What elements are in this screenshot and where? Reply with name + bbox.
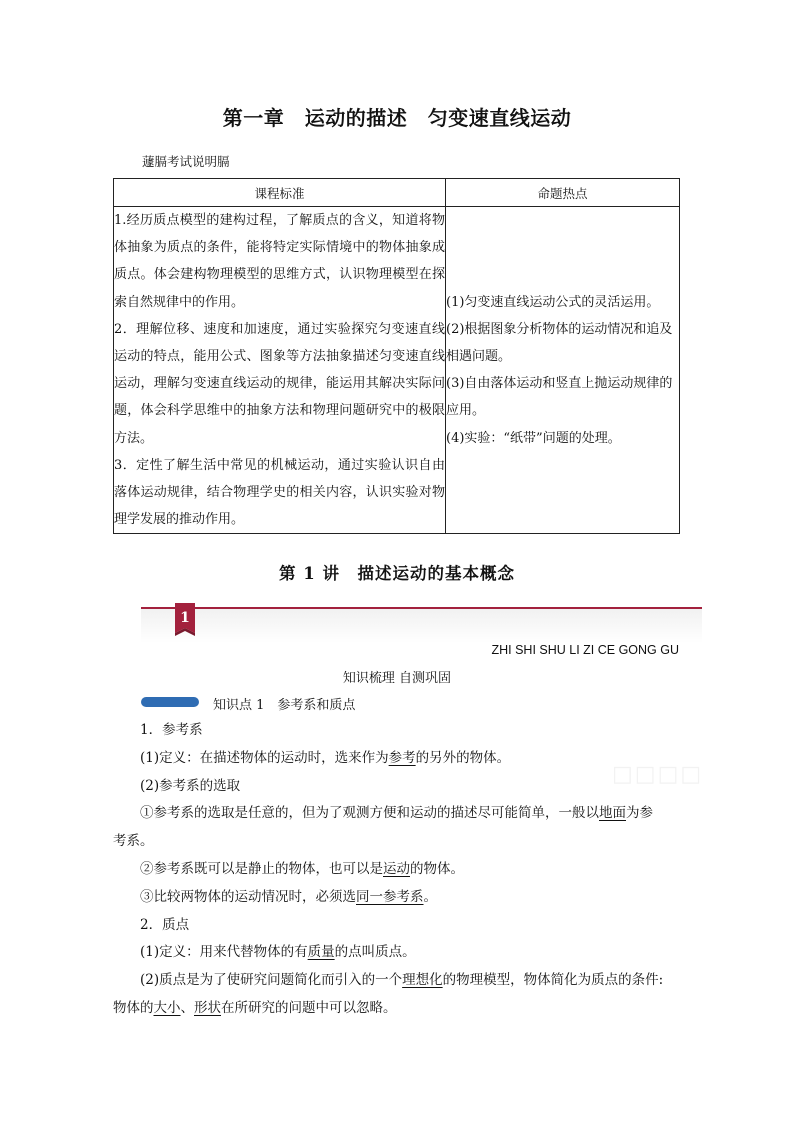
sub-heading: (2)参考系的选取 xyxy=(140,777,241,794)
standard-item: 3．定性了解生活中常见的机械运动，通过实验认识自由落体运动规律，结合物理学史的相关内容，认识实验对物理学发展的推动作用。 xyxy=(114,457,445,528)
header-curriculum-standard: 课程标准 xyxy=(114,179,446,207)
header-hot-topics: 命题热点 xyxy=(446,179,680,207)
paragraph: (1)定义：用来代替物体的有质量的点叫质点。 xyxy=(140,944,416,961)
answer-underline: 地面 xyxy=(599,805,626,822)
hot-topic-item: (4)实验：“纸带”问题的处理。 xyxy=(446,430,621,446)
chapter-title: 第一章 运动的描述 匀变速直线运动 xyxy=(222,106,572,130)
answer-underline: 同一参考系 xyxy=(356,888,424,905)
paragraph-continuation: 考系。 xyxy=(113,833,154,850)
section-banner-line xyxy=(141,607,702,609)
paragraph: (1)定义：在描述物体的运动时，选来作为参考的另外的物体。 xyxy=(140,749,511,766)
knowledge-point-marker xyxy=(141,697,199,707)
curriculum-table xyxy=(113,178,680,534)
watermark: □□□□ xyxy=(612,762,704,787)
standard-item: 2．理解位移、速度和加速度，通过实验探究匀变速直线运动的特点，能用公式、图象等方法抽象描述匀变速直线运动，理解匀变速直线运动的规律，能运用其解决实际问题，体会科学思维中的抽象方法和物理问题研究中的极限方法。 xyxy=(114,321,445,446)
paragraph: ③比较两物体的运动情况时，必须选同一参考系。 xyxy=(140,888,437,905)
lecture-title: 第 1 讲 描述运动的基本概念 xyxy=(279,564,515,583)
section-banner-shade xyxy=(141,609,702,643)
hot-topics-cell xyxy=(446,207,680,534)
answer-underline: 质量 xyxy=(307,944,335,961)
answer-underline: 参考 xyxy=(388,749,416,766)
section-number-badge xyxy=(173,603,197,639)
paragraph: ①参考系的选取是任意的，但为了观测方便和运动的描述尽可能简单，一般以地面为参 xyxy=(140,805,653,822)
paragraph: (2)质点是为了使研究问题简化而引入的一个理想化的物理模型，物体简化为质点的条件: xyxy=(140,972,664,989)
paragraph-continuation: 物体的大小、形状在所研究的问题中可以忽略。 xyxy=(113,999,397,1016)
hot-topic-item: (3)自由落体运动和竖直上抛运动规律的应用。 xyxy=(446,376,673,419)
standard-item: 1.经历质点模型的建构过程，了解质点的含义，知道将物体抽象为质点的条件，能将特定实际情境中的物体抽象成质点。体会建构物理模型的思维方式，认识物理模型在探索自然规律中的作用。 xyxy=(114,213,445,310)
table-row xyxy=(114,207,680,534)
hot-topic-item: (1)匀变速直线运动公式的灵活运用。 xyxy=(446,294,660,310)
paragraph: ②参考系既可以是静止的物体，也可以是运动的物体。 xyxy=(140,860,464,877)
answer-underline: 大小 xyxy=(153,999,181,1016)
answer-underline: 运动 xyxy=(383,860,410,877)
section-number: 1 xyxy=(180,610,190,626)
answer-underline: 形状 xyxy=(194,999,221,1016)
section-heading: 2．质点 xyxy=(140,916,190,933)
answer-underline: 理想化 xyxy=(402,972,443,989)
table-header-row xyxy=(114,179,680,207)
knowledge-content xyxy=(113,717,682,1023)
section-subtitle: 知识梳理 自测巩固 xyxy=(342,671,452,686)
knowledge-point-title: 知识点 1 参考系和质点 xyxy=(213,698,356,713)
section-heading: 1．参考系 xyxy=(140,722,203,738)
standards-cell xyxy=(114,207,446,534)
section-pinyin: ZHI SHI SHU LI ZI CE GONG GU xyxy=(491,643,679,657)
exam-description-label: 蘧膈考试说明膈 xyxy=(142,154,230,169)
hot-topic-item: (2)根据图象分析物体的运动情况和追及相遇问题。 xyxy=(446,321,673,365)
